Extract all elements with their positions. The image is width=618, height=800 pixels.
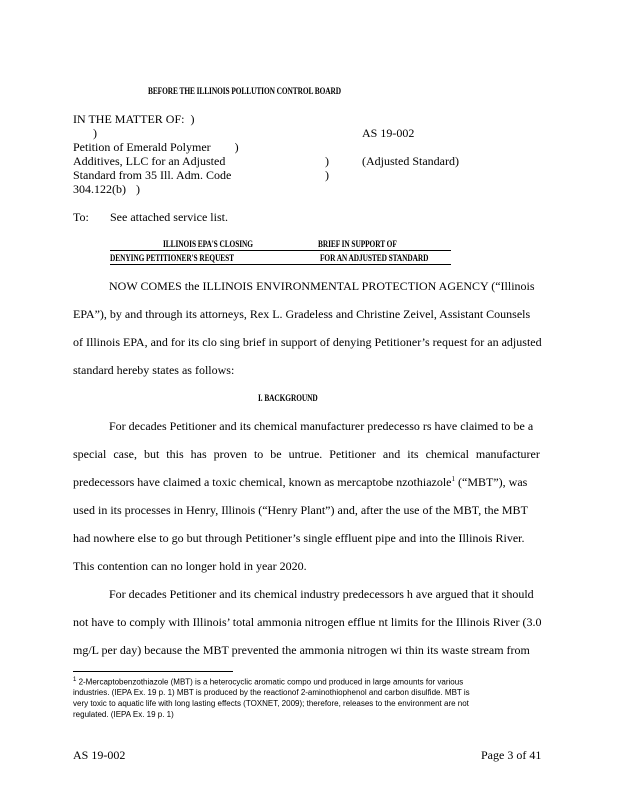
case-type: (Adjusted Standard) (362, 154, 459, 168)
footnote-line: $^1$ 2-Mercaptobenzothiazole (MBT) is a heterocyclic aromatic compo und produced in large amounts for various (73, 677, 464, 687)
intro-line: EPA”), by and through its attorneys, Rex L. Gradeless and Christine Zeivel, Assistant Counsels (73, 307, 531, 321)
body-line: had nowhere else to go but through Petitioner’s single effluent pipe and into the Illinois River. (73, 531, 525, 545)
title-left-line2: DENYING PETITIONER'S REQUEST (110, 253, 235, 263)
to-label: To: (73, 210, 89, 224)
body-line: predecessors have claimed a toxic chemical, known as mercaptobe nzothiazole$^1$ (“MBT”), was (73, 475, 528, 489)
caption-petition-line1: Petition of Emerald Polymer ) (73, 140, 239, 154)
body-line: This contention can no longer hold in year 2020. (73, 559, 307, 573)
body-line: not have to comply with Illinois’ total ammonia nitrogen efflue nt limits for the Illinois River (3.0 (73, 615, 542, 629)
caption-petition-line3: Standard from 35 Ill. Adm. Code (73, 168, 232, 182)
intro-line: of Illinois EPA, and for its clo sing brief in support of denying Petitioner’s request for an adjusted (73, 335, 542, 349)
footnote-line: very toxic to aquatic life with long lasting effects (TOXNET, 2009); therefore, releases to the environment are not (73, 699, 469, 708)
caption-paren: ) (325, 168, 329, 182)
intro-line: NOW COMES the ILLINOIS ENVIRONMENTAL PROTECTION AGENCY (“Illinois (109, 279, 535, 293)
body-line: For decades Petitioner and its chemical manufacturer predecesso rs have claimed to be a (109, 419, 534, 433)
caption-in-the-matter-of: IN THE MATTER OF: ) (73, 112, 195, 126)
title-underline (110, 264, 451, 265)
caption-petition-line2: Additives, LLC for an Adjusted (73, 154, 226, 168)
case-number: AS 19-002 (362, 126, 415, 140)
to-text: See attached service list. (110, 210, 228, 224)
footnote-ref: 1 (451, 475, 456, 483)
footer-page-number: Page 3 of 41 (481, 748, 542, 762)
body-line: special case, but this has proven to be untrue. Petitioner and its chemical manufacturer (73, 447, 540, 461)
body-line: mg/L per day) because the MBT prevented the ammonia nitrogen wi thin its waste stream from (73, 643, 530, 657)
body-line: For decades Petitioner and its chemical industry predecessors h ave argued that it should (109, 587, 534, 601)
caption-paren: ) (93, 126, 97, 140)
title-underline (110, 250, 451, 251)
caption-petition-line4: 304.122(b) ) (73, 182, 140, 196)
caption-paren: ) (325, 154, 329, 168)
title-right-line2: FOR AN ADJUSTED STANDARD (320, 253, 429, 263)
footer-case-number: AS 19-002 (73, 748, 126, 762)
body-line: used in its processes in Henry, Illinois (“Henry Plant”) and, after the use of the MBT, the MBT (73, 503, 528, 517)
title-right-line1: BRIEF IN SUPPORT OF (318, 239, 397, 249)
footnote-line: industries. (IEPA Ex. 19 p. 1) MBT is produced by the reactionof 2-aminothiophenol and carbon disulfide. MBT is (73, 688, 470, 697)
section-heading: I. BACKGROUND (258, 393, 318, 403)
footnote-line: regulated. (IEPA Ex. 19 p. 1) (73, 710, 174, 719)
court-title: BEFORE THE ILLINOIS POLLUTION CONTROL BOARD (148, 86, 341, 96)
footnote-separator (73, 671, 233, 672)
intro-line: standard hereby states as follows: (73, 363, 235, 377)
title-left-line1: ILLINOIS EPA'S CLOSING (163, 239, 253, 249)
